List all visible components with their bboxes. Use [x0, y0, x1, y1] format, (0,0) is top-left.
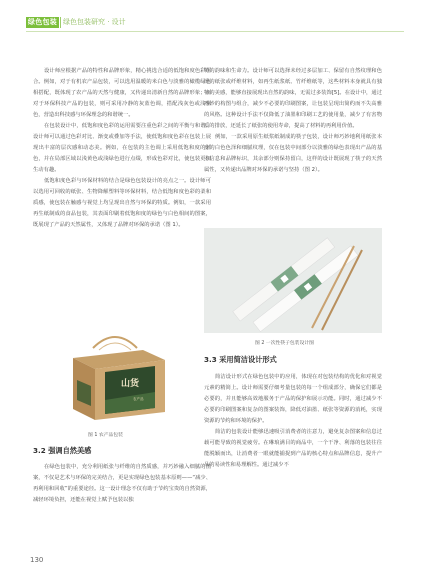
magazine-logo: 绿色包装 [27, 18, 58, 26]
paragraph: 特的韵味和生命力。设计师可以选择未经过多层加工、保留有自然纹理和色泽的纸张或纤维材料，如再生纸浆纸、竹纤维纸等，这些材料本身就具有独特的美感，能够直接展现出自然的韵味，无需过多装饰[5]。在设计中，通过巧妙的构图与组合，减少不必要的印刷图案，让包装呈现出简约而不失高雅的风格。这种设计手法不仅降低了油墨和印刷工艺的使用量，减少了有害物质的排放，还延长了纸张的使用寿命，提高了材料的再利用价值。 [204, 68, 382, 129]
figure-1-image [33, 320, 198, 425]
figure-1-small-label: 农产品 [133, 397, 144, 401]
header-separator [60, 17, 61, 28]
left-column-bottom [33, 462, 211, 506]
page-number: 130 [30, 556, 44, 564]
figure-2-image [204, 228, 382, 333]
figure-1-caption: 图 1 农产品包装 [88, 433, 123, 438]
paragraph: 低饱和度色彩与环保材料的结合是绿色包装设计的亮点之一。设计师可以选用可回收的纸张、生物降解塑料等环保材料，结合低饱和度色彩的柔和质感，使包装在触感与视觉上均呈现出自然与环保的特质。例如，一款采用再生纸制成的食品包装，其表面印刷着低饱和度的绿色与白色相间的图案，既展现了产品的天然属性，又体现了品牌对环保的承诺（图 1）。 [33, 178, 211, 228]
paragraph: 例如，一款采用原生纸浆纸制成的筷子包装，设计师巧妙地利用纸张本身的白色色泽和细腻纹理，仅在包装中间部分以淡雅的绿色表现出产品的基本信息和品牌标识，其余部分则保持留白，这样的设计既展现了筷子的天然属性，又传递出品牌对环保的承诺与坚持（图 2）。 [204, 134, 382, 173]
paragraph: 简洁设计形式在绿色包装中的应用，体现在对包装结构的优化和对视觉元素的精简上。设计师需要仔细考量包装的每一个组成部分，确保它们都是必要的，并且能够高效地服务于产品的保护和展示功能。同时，通过减少不必要的印刷图案和复杂的图案装饰，降低对油墨、纸张等资源的消耗，实现资源的节约和环境的保护。 [204, 374, 382, 424]
figure-2-caption: 图 2 一次性筷子包装设计图 [255, 341, 314, 346]
section-heading-3-2: 3.2 强调自然美感 [33, 446, 92, 455]
right-column-bottom [204, 372, 382, 471]
paragraph: 在绿色包装中，充分利用纸张与纤维的自然质感，并巧妙融入细腻的图案，不仅是艺术与环保的完美结合，更是实现绿色包装基本原则——“减少、再利用和回收”的重要途径。这一设计理念不仅有助于节约宝贵的自然资源，减轻环境负担，还能在视觉上赋予包装以独 [33, 464, 211, 503]
header-section-title: 绿色包装研究 · 设计 [63, 18, 126, 26]
right-column-top [204, 66, 382, 176]
paragraph: 设计师应根据产品的特性和品牌形象，精心挑选合适的低饱和度色彩组合。例如，对于有机农产品包装，可以选用温暖的米白色与淡雅的橄榄绿色相搭配，既体现了农产品的天然与健康，又传递出清新自然的品牌形象；而对于环保科技产品的包装，则可采用冷静的灰蓝色调，搭配浅灰色或浅紫色，营造出科技感与环保理念的和谐统一。 [33, 68, 211, 118]
left-column-top [33, 66, 211, 231]
paragraph: 简洁的包装设计能够迅速吸引消费者的注意力，避免复杂图案和信息过载可能导致的视觉疲劳。在琳琅满目的商品中，一个干净、利落的包装往往能脱颖而出，让消费者一眼就能捕捉到产品的核心特点和品牌信息，提升产品的易读性和易理解性。通过减少不 [204, 429, 382, 468]
section-heading-3-3: 3.3 采用简洁设计形式 [204, 355, 277, 364]
header-divider [26, 31, 404, 32]
figure-1-brand-text: 山货 [121, 379, 140, 389]
paragraph: 在包装设计中，低饱和度色彩的运用需要注重色彩之间的平衡与和谐。设计师可以通过色彩对比、渐变或叠加等手法，使低饱和度色彩在包装上展现出丰富的层次感和动态美。例如，在包装的主色调上采用低饱和度的蓝色，并在局部区域以浅黄色或浅绿色进行点缀，形成色彩对比，使包装更加生动有趣。 [33, 123, 211, 173]
